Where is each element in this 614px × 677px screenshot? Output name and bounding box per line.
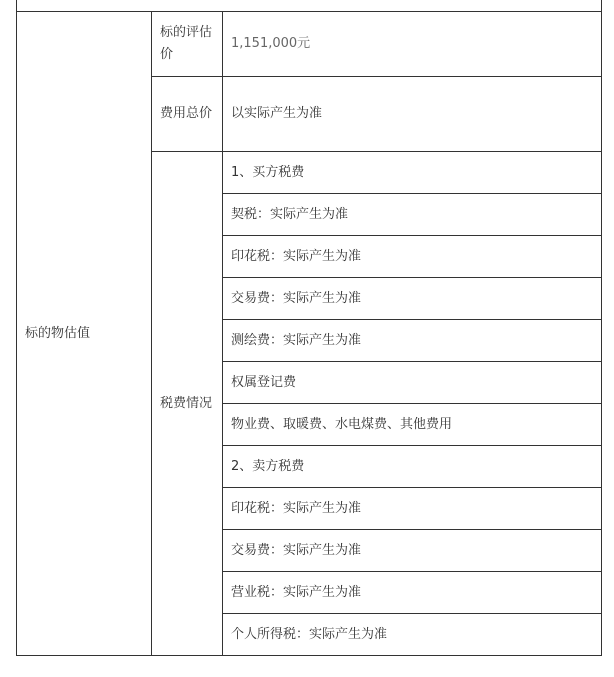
table-row-evaluation — [17, 12, 602, 77]
evaluation-label: 标的评估价 — [152, 12, 223, 77]
tax-item: 1、买方税费 — [223, 152, 602, 194]
table-row-top-partial — [17, 0, 602, 12]
tax-item: 营业税：实际产生为准 — [223, 572, 602, 614]
tax-item: 印花税：实际产生为准 — [223, 488, 602, 530]
tax-item: 契税：实际产生为准 — [223, 194, 602, 236]
total-cost-label: 费用总价 — [152, 77, 223, 152]
tax-item: 2、卖方税费 — [223, 446, 602, 488]
tax-item: 权属登记费 — [223, 362, 602, 404]
tax-item: 物业费、取暖费、水电煤费、其他费用 — [223, 404, 602, 446]
section-label-cell: 标的物估值 — [17, 12, 152, 656]
valuation-table — [16, 0, 602, 656]
tax-item: 交易费：实际产生为准 — [223, 530, 602, 572]
tax-item: 测绘费：实际产生为准 — [223, 320, 602, 362]
top-partial-cell — [17, 0, 602, 12]
tax-item: 个人所得税：实际产生为准 — [223, 614, 602, 656]
tax-item: 交易费：实际产生为准 — [223, 278, 602, 320]
total-cost-value: 以实际产生为准 — [223, 77, 602, 152]
tax-item: 印花税：实际产生为准 — [223, 236, 602, 278]
tax-label-cell: 税费情况 — [152, 152, 223, 656]
evaluation-value: 1,151,000元 — [223, 12, 602, 77]
